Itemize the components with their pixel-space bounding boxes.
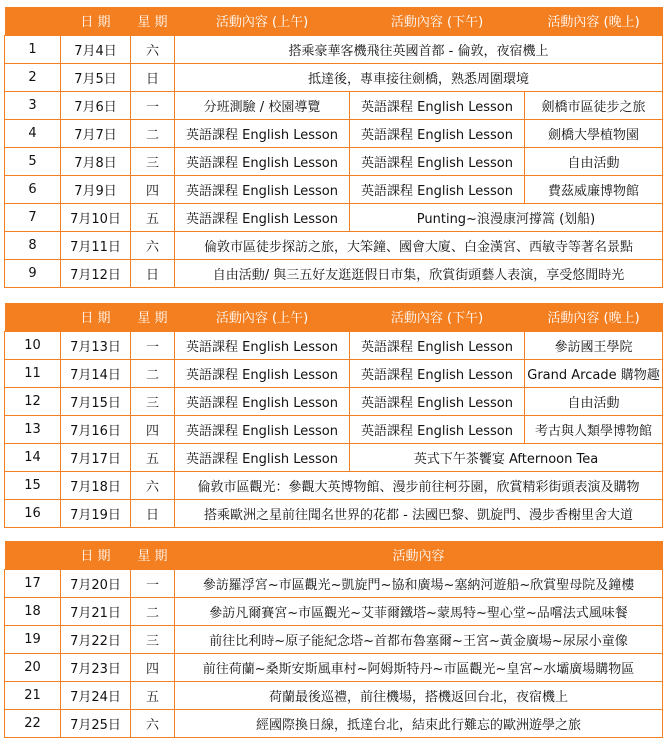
row-number: 10	[5, 331, 61, 359]
row-weekday: 二	[131, 119, 175, 147]
table-row	[5, 569, 663, 597]
row-date: 7月19日	[61, 499, 131, 527]
row-date: 7月14日	[61, 359, 131, 387]
row-weekday: 六	[131, 471, 175, 499]
row-weekday: 一	[131, 569, 175, 597]
row-date: 7月11日	[61, 231, 131, 259]
row-weekday: 二	[131, 597, 175, 625]
header-number	[5, 7, 61, 35]
row-evening: 費茲威廉博物館	[525, 175, 663, 203]
row-number: 22	[5, 709, 61, 737]
row-morning: 英語課程 English Lesson	[175, 331, 350, 359]
row-number: 9	[5, 259, 61, 287]
row-weekday: 一	[131, 331, 175, 359]
row-activity: 前往荷蘭~桑斯安斯風車村~阿姆斯特丹~市區觀光~皇宮~水壩廣場購物區	[175, 653, 663, 681]
table-row	[5, 681, 663, 709]
row-morning: 英語課程 English Lesson	[175, 387, 350, 415]
header-activity: 活動內容	[175, 541, 663, 569]
row-weekday: 六	[131, 231, 175, 259]
row-afternoon: 英語課程 English Lesson	[350, 387, 525, 415]
row-evening: 考古與人類學博物館	[525, 415, 663, 443]
row-morning: 英語課程 English Lesson	[175, 415, 350, 443]
row-afternoon: 英語課程 English Lesson	[350, 415, 525, 443]
row-activity: 搭乘豪華客機飛往英國首都 - 倫敦，夜宿機上	[175, 35, 663, 63]
table-row	[5, 471, 663, 499]
row-activity: 前往比利時~原子能紀念塔~首都布魯塞爾~王宮~黃金廣場~尿尿小童像	[175, 625, 663, 653]
row-number: 8	[5, 231, 61, 259]
row-number: 5	[5, 147, 61, 175]
row-afternoon: 英語課程 English Lesson	[350, 119, 525, 147]
row-date: 7月17日	[61, 443, 131, 471]
row-number: 18	[5, 597, 61, 625]
row-date: 7月6日	[61, 91, 131, 119]
row-date: 7月10日	[61, 203, 131, 231]
row-number: 17	[5, 569, 61, 597]
header-weekday: 星 期	[131, 303, 175, 331]
row-number: 4	[5, 119, 61, 147]
row-weekday: 日	[131, 63, 175, 91]
schedule-table-week-2	[4, 303, 663, 528]
row-number: 12	[5, 387, 61, 415]
row-activity: 倫敦市區徒步探訪之旅，大笨鐘、國會大廈、白金漢宮、西敏寺等著名景點	[175, 231, 663, 259]
row-weekday: 五	[131, 681, 175, 709]
row-number: 20	[5, 653, 61, 681]
header-date: 日 期	[61, 541, 131, 569]
row-activity: 抵達後，專車接往劍橋，熟悉周圍環境	[175, 63, 663, 91]
row-afternoon: 英語課程 English Lesson	[350, 331, 525, 359]
row-weekday: 六	[131, 35, 175, 63]
row-date: 7月24日	[61, 681, 131, 709]
row-date: 7月9日	[61, 175, 131, 203]
table-row	[5, 331, 663, 359]
row-date: 7月7日	[61, 119, 131, 147]
table-row	[5, 387, 663, 415]
row-activity: 自由活動/ 與三五好友逛逛假日市集，欣賞街頭藝人表演，享受悠閒時光	[175, 259, 663, 287]
row-weekday: 一	[131, 91, 175, 119]
header-evening: 活動內容 (晚上)	[525, 7, 663, 35]
row-weekday: 三	[131, 625, 175, 653]
row-activity: 參訪羅浮宮~市區觀光~凱旋門~協和廣場~塞納河遊船~欣賞聖母院及鐘樓	[175, 569, 663, 597]
row-weekday: 五	[131, 203, 175, 231]
table-row	[5, 147, 663, 175]
row-morning: 英語課程 English Lesson	[175, 359, 350, 387]
row-date: 7月13日	[61, 331, 131, 359]
row-weekday: 三	[131, 147, 175, 175]
row-number: 19	[5, 625, 61, 653]
schedule-table-week-3	[4, 541, 663, 738]
row-number: 1	[5, 35, 61, 63]
row-weekday: 五	[131, 443, 175, 471]
row-morning: 英語課程 English Lesson	[175, 119, 350, 147]
row-activity: 搭乘歐洲之星前往聞名世界的花都 - 法國巴黎、凱旋門、漫步香榭里舍大道	[175, 499, 663, 527]
row-activity: 參訪凡爾賽宮~市區觀光~艾菲爾鐵塔~蒙馬特~聖心堂~品嚐法式風味餐	[175, 597, 663, 625]
table-row	[5, 91, 663, 119]
row-morning: 分班測驗 / 校園導覽	[175, 91, 350, 119]
row-morning: 英語課程 English Lesson	[175, 203, 350, 231]
table-header	[5, 541, 663, 569]
row-number: 15	[5, 471, 61, 499]
row-evening: 劍橋市區徒步之旅	[525, 91, 663, 119]
row-weekday: 日	[131, 499, 175, 527]
row-date: 7月16日	[61, 415, 131, 443]
row-evening: 自由活動	[525, 387, 663, 415]
row-date: 7月18日	[61, 471, 131, 499]
table-row	[5, 653, 663, 681]
row-date: 7月5日	[61, 63, 131, 91]
row-afternoon-evening: Punting~浪漫康河撐篙 (划船)	[350, 203, 663, 231]
table-row	[5, 415, 663, 443]
schedule-table-week-1	[4, 7, 663, 288]
table-header	[5, 303, 663, 331]
row-date: 7月22日	[61, 625, 131, 653]
row-activity: 荷蘭最後巡禮，前往機場，搭機返回台北，夜宿機上	[175, 681, 663, 709]
row-activity: 倫敦市區觀光：參觀大英博物館、漫步前往柯芬園，欣賞精彩街頭表演及購物	[175, 471, 663, 499]
header-evening: 活動內容 (晚上)	[525, 303, 663, 331]
header-date: 日 期	[61, 303, 131, 331]
table-row	[5, 259, 663, 287]
table-row	[5, 625, 663, 653]
row-number: 13	[5, 415, 61, 443]
row-number: 2	[5, 63, 61, 91]
row-afternoon: 英語課程 English Lesson	[350, 147, 525, 175]
header-morning: 活動內容 (上午)	[175, 7, 350, 35]
header-number	[5, 303, 61, 331]
row-weekday: 六	[131, 709, 175, 737]
row-weekday: 日	[131, 259, 175, 287]
row-number: 11	[5, 359, 61, 387]
row-weekday: 四	[131, 653, 175, 681]
row-evening: 劍橋大學植物園	[525, 119, 663, 147]
row-afternoon: 英語課程 English Lesson	[350, 91, 525, 119]
header-number	[5, 541, 61, 569]
row-number: 21	[5, 681, 61, 709]
row-date: 7月4日	[61, 35, 131, 63]
table-row	[5, 231, 663, 259]
row-number: 7	[5, 203, 61, 231]
table-row	[5, 709, 663, 737]
table-row	[5, 175, 663, 203]
table-row	[5, 359, 663, 387]
row-date: 7月23日	[61, 653, 131, 681]
header-afternoon: 活動內容 (下午)	[350, 7, 525, 35]
row-activity: 經國際換日線，抵達台北，結束此行難忘的歐洲遊學之旅	[175, 709, 663, 737]
row-afternoon-evening: 英式下午茶饗宴 Afternoon Tea	[350, 443, 663, 471]
row-weekday: 二	[131, 359, 175, 387]
table-header	[5, 7, 663, 35]
header-afternoon: 活動內容 (下午)	[350, 303, 525, 331]
row-morning: 英語課程 English Lesson	[175, 147, 350, 175]
row-evening: 參訪國王學院	[525, 331, 663, 359]
row-weekday: 四	[131, 415, 175, 443]
table-row	[5, 443, 663, 471]
row-number: 16	[5, 499, 61, 527]
header-weekday: 星 期	[131, 7, 175, 35]
header-date: 日 期	[61, 7, 131, 35]
table-row	[5, 597, 663, 625]
row-date: 7月15日	[61, 387, 131, 415]
row-afternoon: 英語課程 English Lesson	[350, 175, 525, 203]
row-date: 7月20日	[61, 569, 131, 597]
row-date: 7月25日	[61, 709, 131, 737]
row-number: 3	[5, 91, 61, 119]
table-row	[5, 203, 663, 231]
row-weekday: 四	[131, 175, 175, 203]
row-evening: 自由活動	[525, 147, 663, 175]
row-number: 14	[5, 443, 61, 471]
table-row	[5, 499, 663, 527]
row-weekday: 三	[131, 387, 175, 415]
row-evening: Grand Arcade 購物趣	[525, 359, 663, 387]
header-weekday: 星 期	[131, 541, 175, 569]
row-afternoon: 英語課程 English Lesson	[350, 359, 525, 387]
row-morning: 英語課程 English Lesson	[175, 443, 350, 471]
header-morning: 活動內容 (上午)	[175, 303, 350, 331]
row-date: 7月12日	[61, 259, 131, 287]
table-row	[5, 35, 663, 63]
table-row	[5, 119, 663, 147]
table-row	[5, 63, 663, 91]
row-morning: 英語課程 English Lesson	[175, 175, 350, 203]
row-date: 7月21日	[61, 597, 131, 625]
row-date: 7月8日	[61, 147, 131, 175]
row-number: 6	[5, 175, 61, 203]
